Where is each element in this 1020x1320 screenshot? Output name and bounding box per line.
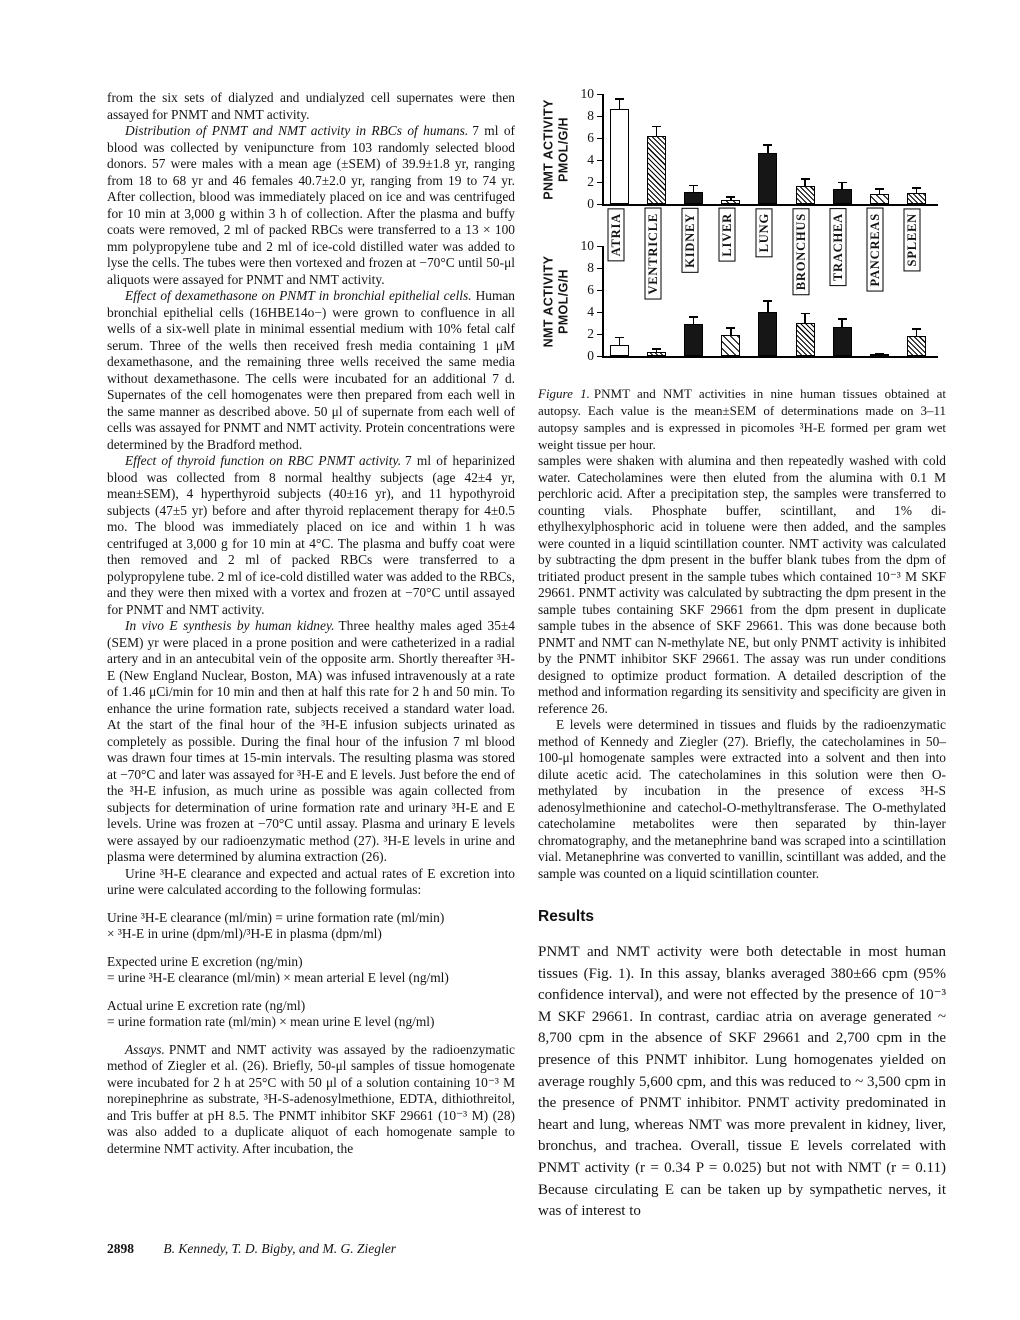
- section-lead: Assays.: [125, 1041, 165, 1057]
- paragraph-text: E levels were determined in tissues and fluids by the radioenzymatic method of Kennedy and Ziegler (27). Briefly, the catecholamines in 50–100-μl homogenate samples were extracted into a solvent and then into dilute acetic acid. The catecholamines in this solution were then O-methylated by incubation in the presence of excess ³H-S adenosylmethionine and catechol-O-methyltransferase. The O-methylated catecholamine metabolites were then separated by thin-layer chromatography, and the metanephrine band was scraped into a scintillation vial. Metanephrine was converted to vanillin, scintillant was added, and the sample was counted on a liquid scintillation counter.: [538, 717, 946, 881]
- bar-kidney: [684, 324, 703, 356]
- error-bar: [879, 190, 881, 194]
- bar-pancreas: [870, 194, 889, 204]
- paragraph-results: [538, 942, 946, 1223]
- axis-label-line: PNMT ACTIVITY: [541, 99, 556, 200]
- error-bar-cap: [838, 182, 847, 184]
- paragraph-text: PNMT and NMT activity was assayed by the radioenzymatic method of Ziegler et al. (26). Briefly, 50-μl samples of tissue homogenate were incubated for 2 h at 25°C with 50 μl of a solution containing 10⁻³ M norepinephrine as substrate, ³H-S-adenosylmethione, EDTA, dithiothreitol, and Tris buffer at pH 8.5. The PNMT inhibitor SKF 29661 (10⁻³ M) (28) was also added to a duplicate aliquot of each homogenate sample to determine NMT activity. After incubation, the: [107, 1041, 515, 1156]
- error-bar: [656, 350, 658, 352]
- error-bar: [730, 198, 732, 200]
- bar-lung: [758, 312, 777, 356]
- paragraph-text: 7 ml of blood was collected by venipuncture from 103 randomly selected blood donors. 57 were males with a mean age (±SEM) of 39.9±1.8 yr, ranging from 18 to 68 yr and 46 females 40.7±2.0 yr, ranging from 19 to 74 yr. After collection, blood was immediately placed on ice and was centrifuged for 10 min at 3,000 g within 3 h of collection. After the plasma and buffy coats were removed, 2 ml of packed RBCs were transferred to a 13 × 100 mm polypropylene tube and 2 ml of ice-cold distilled water was added to lyse the cells. The tubes were then vortexed and frozen at −70°C until 50-μl aliquots were assayed for PNMT and NMT activity.: [107, 123, 515, 287]
- page-footer: [107, 1241, 396, 1257]
- error-bar-cap: [726, 196, 735, 198]
- section-lead: Effect of thyroid function on RBC PNMT activity.: [125, 453, 402, 468]
- y-tick-label: 6: [587, 130, 594, 145]
- error-bar: [841, 320, 843, 328]
- page-number: 2898: [107, 1241, 134, 1256]
- tissue-label-kidney: KIDNEY: [682, 208, 699, 273]
- results-heading: Results: [538, 908, 594, 925]
- formula-line-1: Urine ³H-E clearance (ml/min) = urine formation rate (ml/min): [107, 909, 445, 925]
- tissue-label-ventricle: VENTRICLE: [645, 208, 662, 300]
- y-tick-label: 2: [587, 174, 594, 189]
- error-bar: [656, 127, 658, 136]
- error-bar: [619, 100, 621, 110]
- bar-bronchus: [796, 323, 815, 356]
- y-tick: [597, 290, 604, 292]
- bar-liver: [721, 200, 740, 204]
- paragraph-distribution-rbc: [107, 123, 515, 288]
- formula-expected-excretion: [107, 954, 515, 987]
- error-bar: [693, 186, 695, 192]
- error-bar: [804, 180, 806, 187]
- y-tick: [597, 138, 604, 140]
- tissue-label-spleen: SPLEEN: [904, 208, 921, 271]
- right-column: [538, 88, 946, 1223]
- y-tick: [597, 268, 604, 270]
- tissue-label-atria: ATRIA: [608, 208, 625, 261]
- tissue-label-liver: LIVER: [719, 208, 736, 262]
- bar-ventricle: [647, 136, 666, 204]
- formula-line-2: = urine ³H-E clearance (ml/min) × mean arterial E level (ng/ml): [107, 970, 449, 985]
- y-tick: [597, 334, 604, 336]
- error-bar: [804, 314, 806, 323]
- formula-line-2: × ³H-E in urine (dpm/ml)/³H-E in plasma (dpm/ml): [107, 926, 382, 941]
- paragraph-formula-intro: [107, 866, 515, 899]
- formula-line-1: Expected urine E excretion (ng/min): [107, 953, 303, 969]
- bar-ventricle: [647, 352, 666, 356]
- formula-clearance: [107, 910, 515, 943]
- section-lead: Effect of dexamethasone on PNMT in bronchial epithelial cells.: [125, 288, 472, 303]
- y-tick-label: 8: [587, 260, 594, 275]
- paragraph-e-levels: [538, 717, 946, 882]
- y-tick-label: 0: [587, 348, 594, 363]
- paragraph-text: Human bronchial epithelial cells (16HBE14o−) were grown to confluence in all wells of a six-well plate in minimal essential medium with 10% fetal calf serum. Three of the wells then received fresh media containing 1 μM dexamethasone, and the remaining three wells received the same media without dexamethasone. The cells were incubated for an additional 7 d. Supernates of the cell homogenates were then prepared from each well in the same manner as described above. 50 μl of supernate from each well of cells was assayed for PNMT and NMT activity. Protein concentrations were determined by the Bradford method.: [107, 288, 515, 452]
- pnmt-bar-chart: [541, 86, 938, 211]
- error-bar: [916, 330, 918, 337]
- paragraph-alumina: [538, 453, 946, 717]
- axis-label-line: PMOL/G/H: [556, 117, 570, 183]
- pnmt-axis-label: [542, 88, 571, 212]
- error-bar-cap: [615, 98, 624, 100]
- bar-atria: [610, 109, 629, 204]
- paragraph-text: PNMT and NMT activity were both detectable in most human tissues (Fig. 1). In this assay, blanks averaged 380±66 cpm (95% confidence interval), and were not effected by the presence of 10⁻³ M SKF 29661. In contrast, cardiac atria on average generated ~ 8,700 cpm in the absence of SKF 29661 and 2,700 cpm in the presence of this PNMT inhibitor. Lung homogenates yielded on average roughly 5,600 cpm, and this was reduced to ~ 3,500 cpm in the presence of PNMT inhibitor. PNMT activity predominated in heart and lung, whereas NMT was more prevalent in kidney, liver, bronchus, and trachea. Overall, tissue E levels correlated with PNMT activity (r = 0.34 P = 0.025) but not with NMT (r = 0.11) Because circulating E can be taken up by sympathetic nerves, it was of interest to: [538, 944, 946, 1220]
- paragraph-text: from the six sets of dialyzed and undialyzed cell supernates were then assayed for PNMT and NMT activity.: [107, 90, 515, 122]
- y-tick-label: 10: [580, 238, 594, 253]
- bar-atria: [610, 345, 629, 356]
- error-bar-cap: [689, 185, 698, 187]
- section-lead: Distribution of PNMT and NMT activity in RBCs of humans.: [125, 123, 469, 138]
- figure-1: [538, 88, 946, 375]
- axis-label-line: PMOL/G/H: [556, 269, 570, 335]
- error-bar: [693, 318, 695, 325]
- bar-trachea: [833, 327, 852, 356]
- error-bar-cap: [801, 178, 810, 180]
- paragraph-text: samples were shaken with alumina and then repeatedly washed with cold water. Catecholamines were then eluted from the alumina with 0.1 M perchloric acid. After a precipitation step, the samples were transferred to counting vials. Phosphate buffer, scintillant, and 1% di-ethylhexylphosphoric acid in toluene were then added, and the samples were counted in a liquid scintillation counter. NMT activity was calculated by subtracting the dpm present in the buffer blank tubes from the dpm of tritiated product present in the sample tubes which contained 10⁻³ M SKF 29661. PNMT activity was calculated by subtracting the dpm present in the sample tubes containing SKF 29661 from the dpm present in duplicate sample tubes in the absence of SKF 29661. This was done because both PNMT and NMT can N-methylate NE, but only PNMT activity is inhibited by the PNMT inhibitor SKF 29661. The assay was run under conditions designed to optimize product formation. A detailed description of the method and information regarding its sensitivity and specificity are given in reference 26.: [538, 453, 946, 716]
- y-tick-label: 8: [587, 108, 594, 123]
- y-tick: [597, 94, 604, 96]
- error-bar-cap: [615, 337, 624, 339]
- figure-caption: [538, 385, 946, 453]
- figure-caption-text: PNMT and NMT activities in nine human tissues obtained at autopsy. Each value is the mean±SEM of determinations made on 3–11 autopsy samples and is expressed in picomoles ³H-E formed per gram wet weight tissue per hour.: [538, 386, 946, 452]
- bar-kidney: [684, 192, 703, 204]
- paragraph-dexamethasone: [107, 288, 515, 453]
- error-bar: [916, 189, 918, 193]
- error-bar-cap: [912, 328, 921, 330]
- formula-actual-excretion: [107, 998, 515, 1031]
- tissue-label-lung: LUNG: [756, 208, 773, 257]
- error-bar: [767, 302, 769, 312]
- y-tick: [597, 160, 604, 162]
- error-bar-cap: [875, 353, 884, 355]
- error-bar-cap: [652, 126, 661, 128]
- bar-lung: [758, 153, 777, 204]
- y-tick: [597, 182, 604, 184]
- paragraph-in-vivo-kidney: [107, 618, 515, 866]
- error-bar-cap: [652, 348, 661, 350]
- error-bar: [879, 354, 881, 355]
- paragraph-text: Three healthy males aged 35±4 (SEM) yr were placed in a prone position and were catheterized in a radial artery and in an antecubital vein of the opposite arm. Shortly thereafter ³H-E (New England Nuclear, Boston, MA) was infused intravenously at a rate of 1.46 μCi/min for 10 min and then at half this rate for 2 h and 50 min. To enhance the urine formation rate, subjects received a standard water load. At the start of the final hour of the ³H-E infusion subjects urinated as completely as possible. During the final hour of the infusion 7 ml blood was drawn four times at 15-min intervals. The resulting plasma was stored at −70°C and later was assayed for ³H-E and E levels. Just before the end of the ³H-E infusion, as much urine as possible was again collected from subjects for determination of urine formation rate and urinary ³H-E and E levels. Urine was frozen at −70°C until assay. Plasma and urinary E levels were assayed by our radioenzymatic method (27). ³H-E levels in urine and plasma were determined by alumina extraction (26).: [107, 618, 515, 864]
- section-lead: In vivo E synthesis by human kidney.: [125, 618, 335, 633]
- tissue-label-bronchus: BRONCHUS: [793, 208, 810, 295]
- y-tick-label: 4: [587, 304, 594, 319]
- y-tick: [597, 116, 604, 118]
- paragraph-text: 7 ml of heparinized blood was collected from 8 normal healthy subjects (age 42±4 yr, mean±SEM), 4 hyperthyroid subjects (40±16 yr), and 11 hypothyroid subjects (47±5 yr) before and after thyroid replacement therapy for 4±0.5 mo. The blood was immediately placed on ice and within 1 h was centrifuged at 3,000 g for 10 min at 4°C. The plasma and buffy coat were then removed and 2 ml of packed RBCs were transferred to a polypropylene tube. 2 ml of ice-cold distilled water was added to the RBCs, and they were then mixed with a vortex and frozen at −70°C until assayed for PNMT and NMT activity.: [107, 453, 515, 617]
- bar-spleen: [907, 193, 926, 204]
- tissue-label-pancreas: PANCREAS: [867, 208, 884, 292]
- figure-caption-lead: Figure 1.: [538, 386, 590, 401]
- y-tick: [597, 246, 604, 248]
- tissue-label-trachea: TRACHEA: [830, 208, 847, 286]
- error-bar-cap: [763, 300, 772, 302]
- error-bar-cap: [912, 187, 921, 189]
- left-column: [107, 90, 515, 1157]
- error-bar-cap: [838, 318, 847, 320]
- formula-line-1: Actual urine E excretion rate (ng/ml): [107, 997, 306, 1013]
- y-tick-label: 10: [580, 86, 594, 101]
- bar-trachea: [833, 189, 852, 204]
- paragraph-thyroid: [107, 453, 515, 618]
- y-tick-label: 6: [587, 282, 594, 297]
- bar-liver: [721, 335, 740, 356]
- y-tick: [597, 356, 604, 358]
- nmt-axis-label: [542, 240, 571, 364]
- y-tick: [597, 204, 604, 206]
- y-tick-label: 2: [587, 326, 594, 341]
- paragraph-assays: [107, 1042, 515, 1158]
- formula-line-2: = urine formation rate (ml/min) × mean urine E level (ng/ml): [107, 1014, 435, 1029]
- error-bar: [841, 183, 843, 189]
- y-tick-label: 0: [587, 196, 594, 211]
- error-bar-cap: [763, 144, 772, 146]
- formula-block: [107, 910, 515, 1031]
- bar-spleen: [907, 336, 926, 356]
- error-bar: [619, 338, 621, 345]
- paragraph-text: Urine ³H-E clearance and expected and actual rates of E excretion into urine were calculated according to the following formulas:: [107, 865, 515, 897]
- y-tick-label: 4: [587, 152, 594, 167]
- error-bar-cap: [689, 316, 698, 318]
- y-tick: [597, 312, 604, 314]
- axis-label-line: NMT ACTIVITY: [541, 255, 556, 348]
- error-bar-cap: [875, 188, 884, 190]
- paragraph-continuation: [107, 90, 515, 123]
- error-bar: [730, 329, 732, 336]
- error-bar-cap: [726, 327, 735, 329]
- bar-bronchus: [796, 186, 815, 204]
- running-authors: B. Kennedy, T. D. Bigby, and M. G. Ziegler: [163, 1241, 396, 1256]
- error-bar: [767, 146, 769, 154]
- error-bar-cap: [801, 313, 810, 315]
